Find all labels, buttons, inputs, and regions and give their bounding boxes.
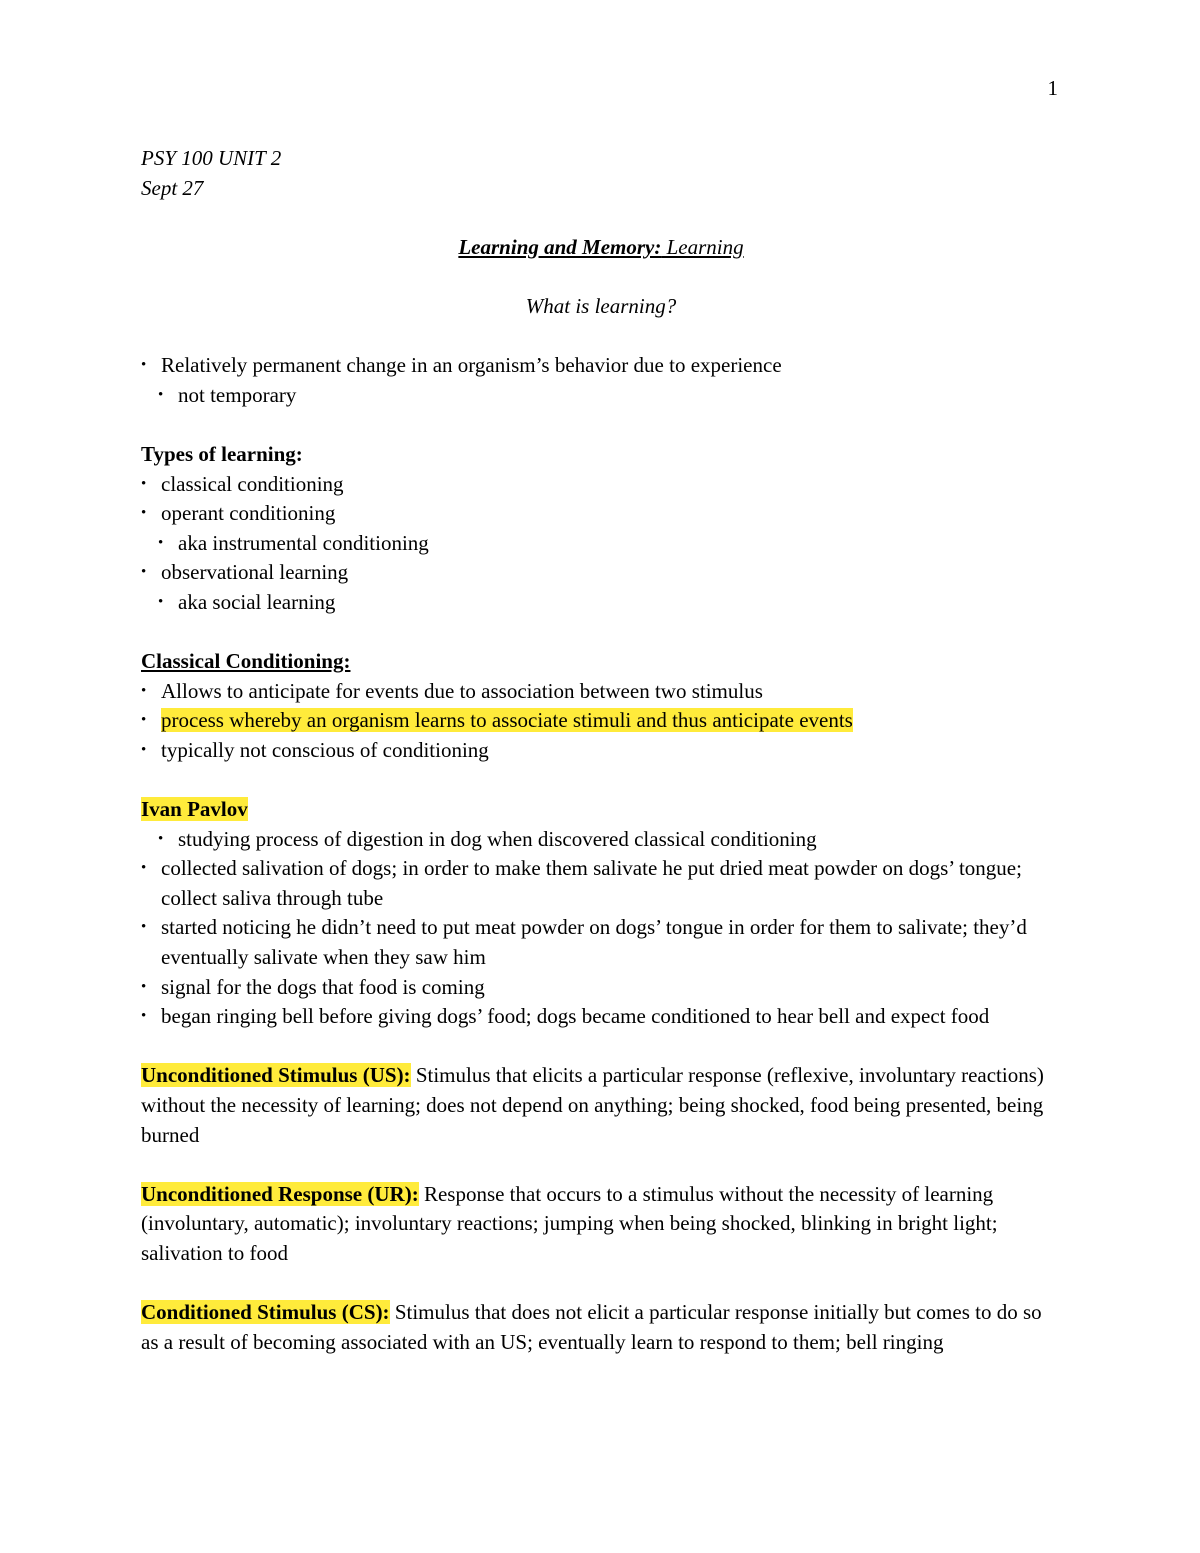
list-item: • signal for the dogs that food is coming bbox=[141, 973, 1061, 1003]
sub-list-item: • aka instrumental conditioning bbox=[141, 529, 1061, 559]
list-item: • observational learning bbox=[141, 558, 1061, 588]
sub-list-item: • studying process of digestion in dog when discovered classical conditioning bbox=[141, 825, 1061, 855]
definition-text: Response that occurs to a stimulus without the necessity of learning (involuntary, automatic); involuntary reactions; jumping when being shocked, blinking in bright light; salivation to food bbox=[141, 1181, 998, 1265]
definition-text: Stimulus that elicits a particular response (reflexive, involuntary reactions) without the necessity of learning; does not depend on anything; being shocked, food being presented, being burned bbox=[141, 1063, 1044, 1147]
sub-list-item: • aka social learning bbox=[141, 588, 1061, 618]
highlighted-text: process whereby an organism learns to associate stimuli and thus anticipate events bbox=[161, 708, 853, 733]
list-item: • Allows to anticipate for events due to association between two stimulus bbox=[141, 677, 1061, 707]
list-item: • Relatively permanent change in an organism’s behavior due to experience bbox=[141, 351, 1061, 381]
notes-body bbox=[141, 144, 1061, 1357]
term-ur: Unconditioned Response (UR): bbox=[141, 1181, 419, 1206]
list-item: • collected salivation of dogs; in order to make them salivate he put dried meat powder on dogs’ tongue; collect saliva through tube bbox=[141, 854, 1061, 913]
term-us: Unconditioned Stimulus (US): bbox=[141, 1063, 411, 1088]
section-heading-classical: Classical Conditioning: bbox=[141, 649, 351, 674]
title-rest-part: Learning bbox=[661, 234, 744, 259]
sub-list-item: • not temporary bbox=[141, 381, 1061, 411]
list-item-highlighted bbox=[141, 706, 1061, 736]
section-heading-types: Types of learning: bbox=[141, 441, 303, 466]
list-item: • typically not conscious of conditioning bbox=[141, 736, 1061, 766]
page-title bbox=[141, 233, 1061, 263]
list-item: • classical conditioning bbox=[141, 470, 1061, 500]
term-cs: Conditioned Stimulus (CS): bbox=[141, 1300, 390, 1325]
highlighted-heading: Ivan Pavlov bbox=[141, 797, 248, 822]
date-label: Sept 27 bbox=[141, 175, 204, 200]
definition-us bbox=[141, 1061, 1061, 1150]
page-number: 1 bbox=[1047, 76, 1058, 100]
section-heading-pavlov bbox=[141, 795, 1061, 825]
definition-text: Stimulus that does not elicit a particular response initially but comes to do so as a result of becoming associated with an US; eventually learn to respond to them; bell ringing bbox=[141, 1300, 1042, 1354]
definition-cs bbox=[141, 1298, 1061, 1357]
list-item: • started noticing he didn’t need to put meat powder on dogs’ tongue in order for them to salivate; they’d eventually salivate when they saw him bbox=[141, 913, 1061, 972]
subtitle: What is learning? bbox=[525, 293, 677, 318]
list-item: • began ringing bell before giving dogs’ food; dogs became conditioned to hear bell and expect food bbox=[141, 1002, 1061, 1032]
course-label: PSY 100 UNIT 2 bbox=[141, 146, 282, 170]
list-item: • operant conditioning bbox=[141, 499, 1061, 529]
title-bold-part: Learning and Memory: bbox=[458, 234, 662, 259]
definition-ur bbox=[141, 1180, 1061, 1269]
